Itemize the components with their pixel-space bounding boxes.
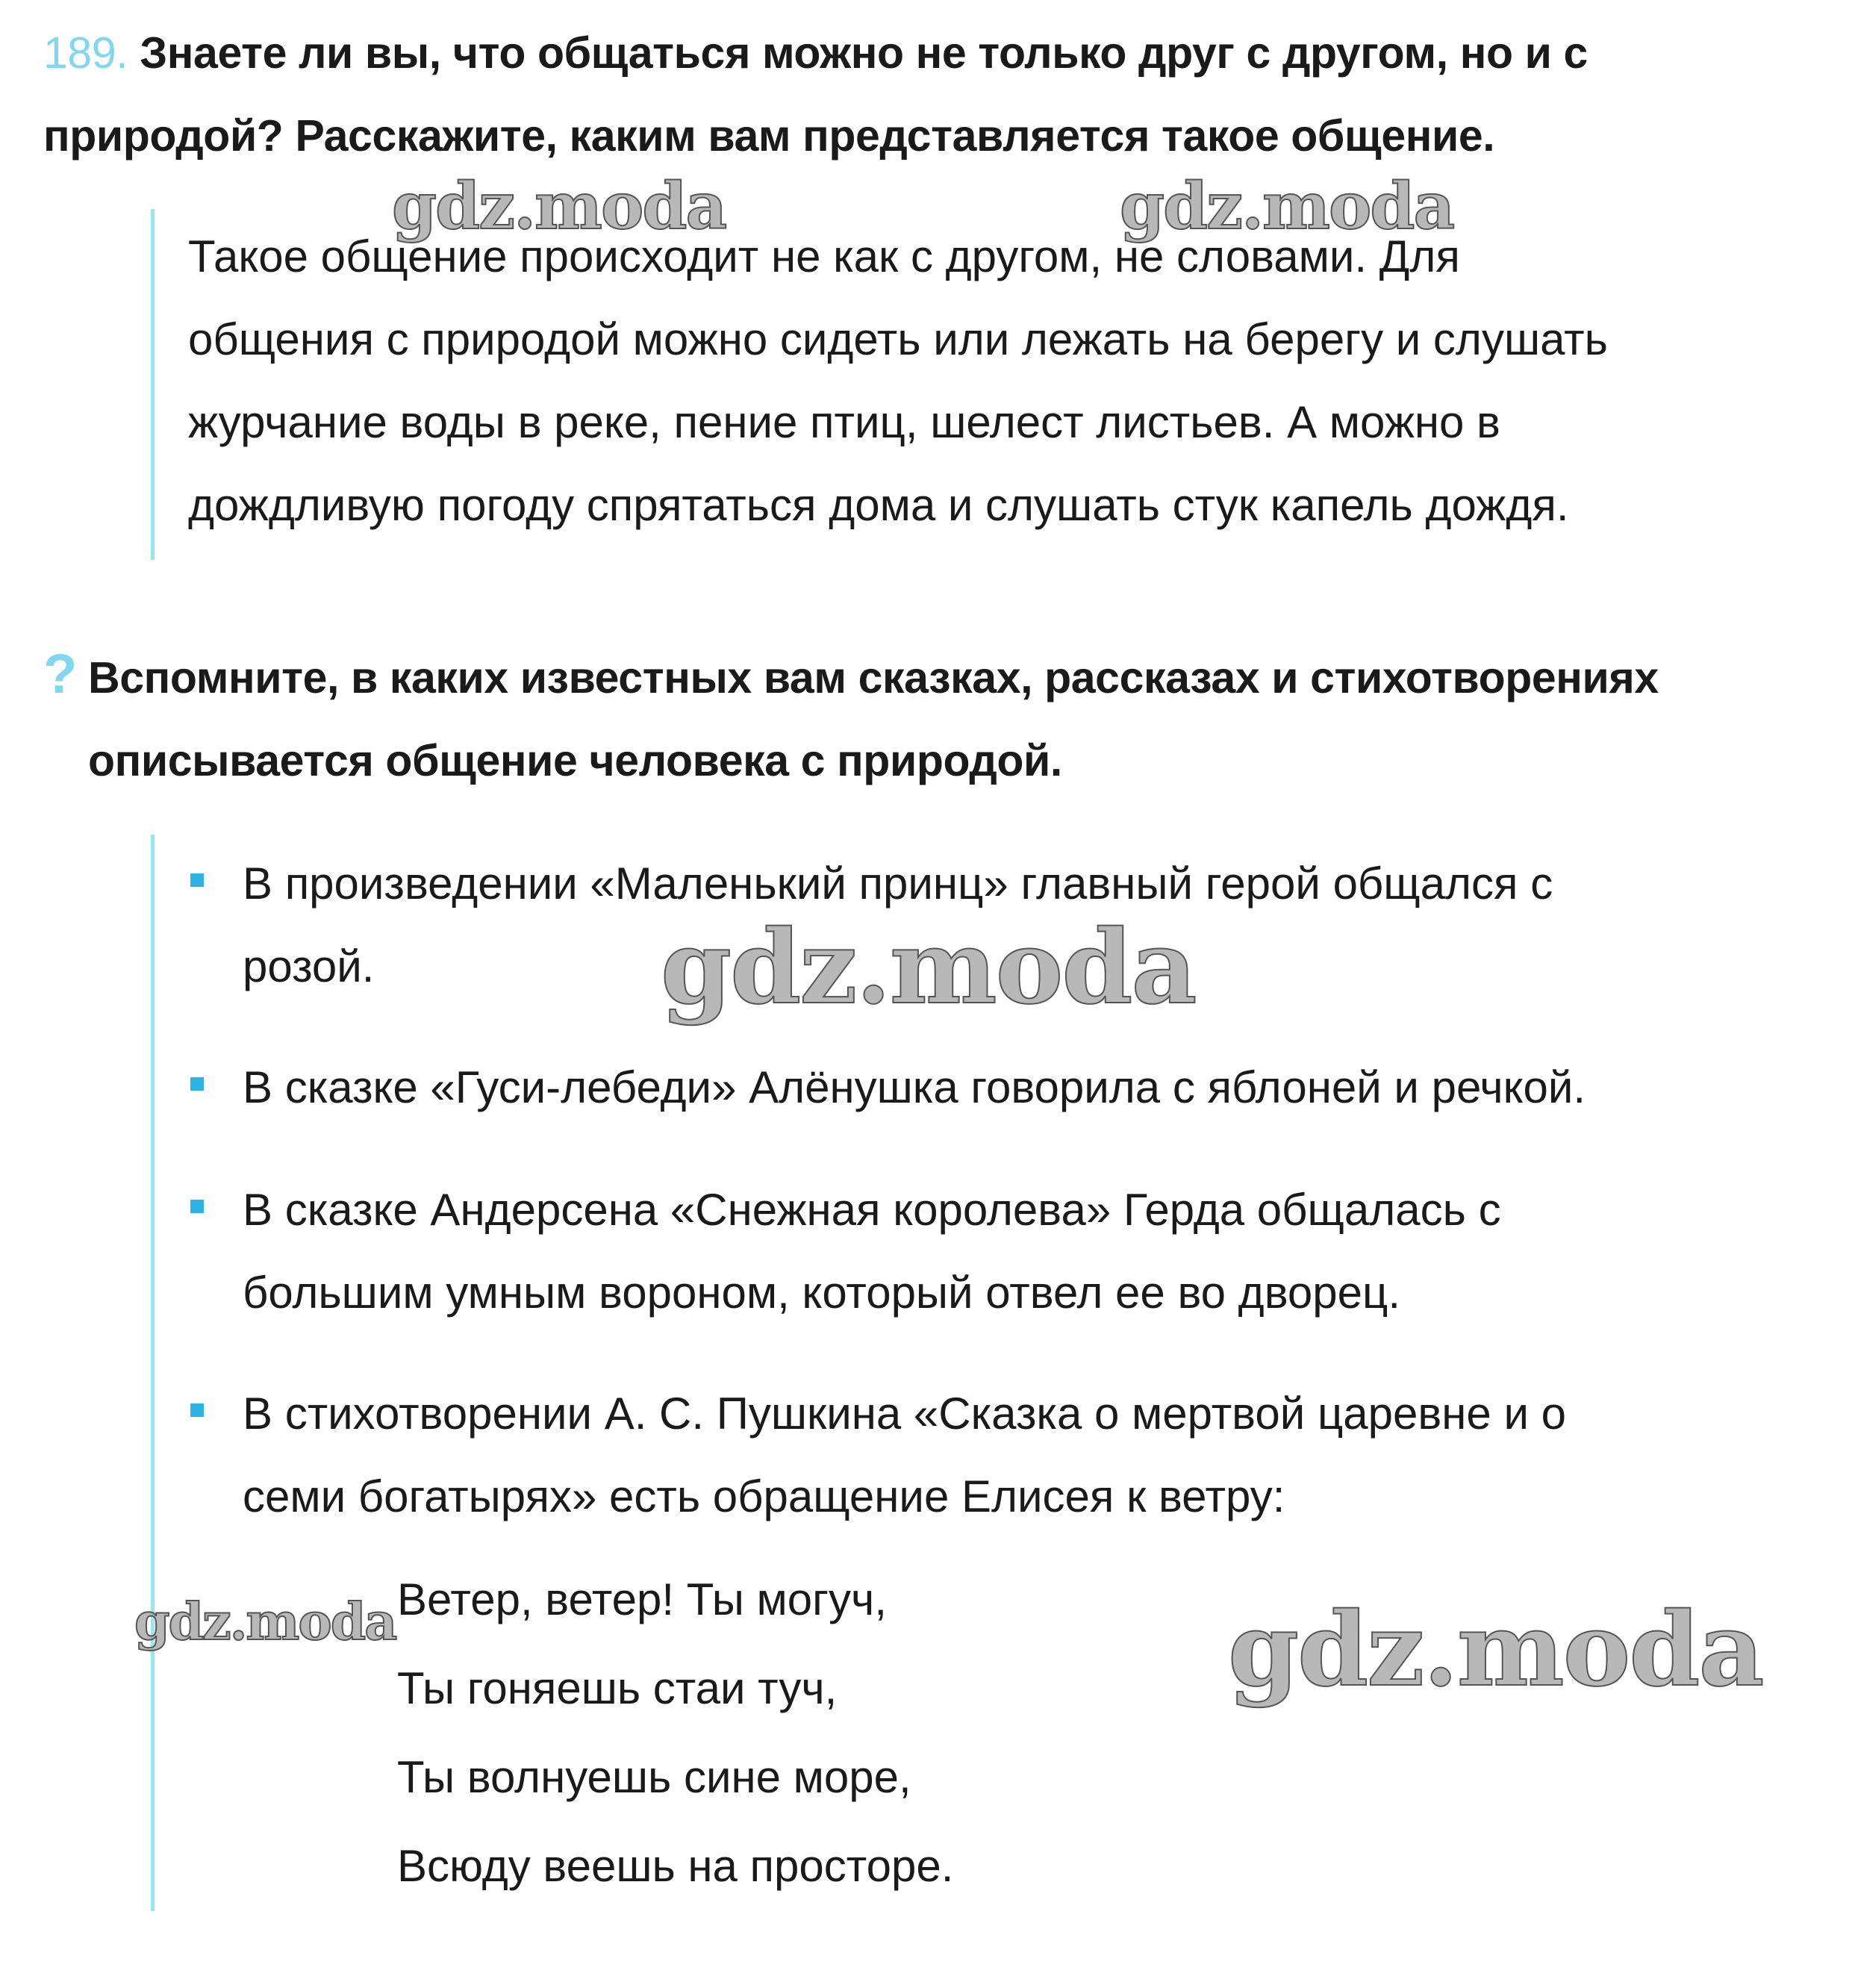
poem-line-3: Ты волнуешь сине море, — [397, 1752, 911, 1802]
question-line-1: Знаете ли вы, что общаться можно не только друг с другом, но и с — [140, 28, 1588, 78]
question-189 — [43, 12, 1588, 95]
answer-2-bar — [151, 835, 155, 1911]
question-2-line-2: описывается общение человека с природой. — [88, 736, 1062, 785]
watermark: gdz.moda — [134, 1592, 396, 1652]
bullet-icon — [190, 1200, 204, 1213]
poem-line-1: Ветер, ветер! Ты могуч, — [397, 1574, 887, 1624]
answer-1-bar — [151, 209, 155, 560]
watermark: gdz.moda — [1120, 169, 1454, 244]
bullet-icon — [190, 873, 204, 887]
question-number: 189. — [43, 28, 128, 78]
bullet-icon — [190, 1403, 204, 1417]
list-item-1-line-1: В произведении «Маленький принц» главный герой общался с — [243, 859, 1553, 909]
poem-line-4: Всюду веешь на просторе. — [397, 1841, 954, 1891]
list-item-3-line-2: большим умным вороном, который отвел ее во дворец. — [243, 1268, 1401, 1318]
answer-1-line-1: Такое общение происходит не как с другом, не словами. Для — [188, 231, 1460, 281]
watermark: gdz.moda — [661, 908, 1196, 1027]
question-2-line-1: Вспомните, в каких известных вам сказках, рассказах и стихотворениях — [88, 653, 1659, 702]
answer-1-line-4: дождливую погоду спрятаться дома и слушать стук капель дождя. — [188, 480, 1569, 530]
question-mark-icon: ? — [43, 643, 78, 705]
answer-1-line-3: журчание воды в реке, пение птиц, шелест листьев. А можно в — [188, 397, 1500, 447]
list-item-1-line-2: розой. — [243, 941, 375, 991]
poem-line-2: Ты гоняешь стаи туч, — [397, 1663, 838, 1713]
answer-1-line-2: общения с природой можно сидеть или лежать на берегу и слушать — [188, 314, 1608, 364]
bullet-icon — [190, 1077, 204, 1091]
list-item-4-line-1: В стихотворении А. С. Пушкина «Сказка о мертвой царевне и о — [243, 1389, 1567, 1439]
list-item-3-line-1: В сказке Андерсена «Снежная королева» Герда общалась с — [243, 1185, 1501, 1235]
question-line-2: природой? Расскажите, каким вам представляется такое общение. — [43, 111, 1495, 161]
list-item-4-line-2: семи богатырях» есть обращение Елисея к ветру: — [243, 1471, 1285, 1521]
watermark: gdz.moda — [392, 169, 726, 244]
list-item-2-line-1: В сказке «Гуси-лебеди» Алёнушка говорила с яблоней и речкой. — [243, 1062, 1586, 1112]
watermark: gdz.moda — [1228, 1590, 1763, 1710]
